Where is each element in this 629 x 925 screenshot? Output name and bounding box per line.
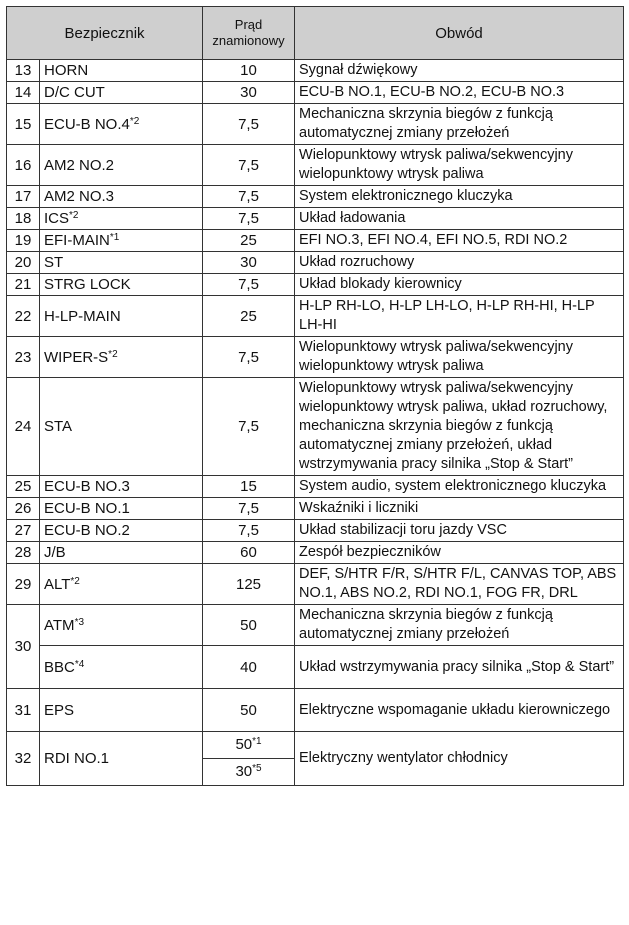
fuse-circuit: Wielopunktowy wtrysk paliwa/sekwencyjny wielopunktowy wtrysk paliwa, układ rozruchowy, mechaniczna skrzynia biegów z funkcją automatycznej zmiany przełożeń, układ wstrzymywania pracy silnika „Stop & Start” xyxy=(295,378,624,476)
fuse-circuit: H-LP RH-LO, H-LP LH-LO, H-LP RH-HI, H-LP LH-HI xyxy=(295,296,624,337)
fuse-rating: 7,5 xyxy=(203,186,295,208)
fuse-name: AM2 NO.3 xyxy=(40,186,203,208)
fuse-circuit: Elektryczny wentylator chłodnicy xyxy=(295,732,624,786)
fuse-number: 28 xyxy=(7,542,40,564)
fuse-circuit: Mechaniczna skrzynia biegów z funkcją automatycznej zmiany przełożeń xyxy=(295,605,624,646)
fuse-name: J/B xyxy=(40,542,203,564)
fuse-rating: 30 xyxy=(203,252,295,274)
fuse-rating: 50 xyxy=(203,689,295,732)
header-rated-current xyxy=(203,7,295,60)
fuse-circuit: Układ blokady kierownicy xyxy=(295,274,624,296)
fuse-number: 18 xyxy=(7,208,40,230)
fuse-circuit: Elektryczne wspomaganie układu kierowniczego xyxy=(295,689,624,732)
fuse-number: 24 xyxy=(7,378,40,476)
fuse-number: 31 xyxy=(7,689,40,732)
fuse-number: 30 xyxy=(7,605,40,689)
table-row xyxy=(7,274,624,296)
fuse-rating-group xyxy=(203,732,295,786)
fuse-circuit: Układ rozruchowy xyxy=(295,252,624,274)
fuse-rating: 125 xyxy=(203,564,295,605)
fuse-circuit: Zespół bezpieczników xyxy=(295,542,624,564)
fuse-number: 19 xyxy=(7,230,40,252)
fuse-number: 21 xyxy=(7,274,40,296)
header-fuse: Bezpiecznik xyxy=(7,7,203,60)
fuse-rating: 40 xyxy=(203,646,295,689)
fuse-rating: 7,5 xyxy=(203,498,295,520)
fuse-circuit: System elektronicznego kluczyka xyxy=(295,186,624,208)
table-row-31 xyxy=(7,689,624,732)
fuse-rating-variant-b: 30$^{*5}$ xyxy=(235,763,262,780)
fuse-name: ST xyxy=(40,252,203,274)
fuse-name: EFI-MAIN$^{*1}$ xyxy=(40,230,203,252)
fuse-name: ALT$^{*2}$ xyxy=(40,564,203,605)
table-row xyxy=(7,82,624,104)
fuse-name: EPS xyxy=(40,689,203,732)
fuse-number: 13 xyxy=(7,60,40,82)
fuse-rating: 7,5 xyxy=(203,520,295,542)
fuse-rating: 30 xyxy=(203,82,295,104)
fuse-rating-variant-a: 50$^{*1}$ xyxy=(203,732,294,759)
fuse-name: D/C CUT xyxy=(40,82,203,104)
table-row xyxy=(7,252,624,274)
header-rated-line1: Prąd xyxy=(234,17,263,32)
fuse-name: STA xyxy=(40,378,203,476)
table-row xyxy=(7,104,624,145)
fuse-circuit: Układ wstrzymywania pracy silnika „Stop & Start” xyxy=(295,646,624,689)
table-row xyxy=(7,498,624,520)
fuse-circuit: Układ stabilizacji toru jazdy VSC xyxy=(295,520,624,542)
fuse-name: ICS$^{*2}$ xyxy=(40,208,203,230)
fuse-name: ECU-B NO.4$^{*2}$ xyxy=(40,104,203,145)
table-header-row xyxy=(7,7,624,60)
fuse-rating: 25 xyxy=(203,296,295,337)
fuse-number: 27 xyxy=(7,520,40,542)
table-row xyxy=(7,520,624,542)
header-rated-line2: znamionowy xyxy=(212,33,285,48)
table-row xyxy=(7,564,624,605)
fuse-name: RDI NO.1 xyxy=(40,732,203,786)
fuse-rating: 10 xyxy=(203,60,295,82)
fuse-number: 17 xyxy=(7,186,40,208)
fuse-circuit: Układ ładowania xyxy=(295,208,624,230)
fuse-circuit: Wskaźniki i liczniki xyxy=(295,498,624,520)
fuse-table xyxy=(6,6,624,786)
fuse-name: HORN xyxy=(40,60,203,82)
fuse-name: ECU-B NO.3 xyxy=(40,476,203,498)
fuse-number: 25 xyxy=(7,476,40,498)
table-body xyxy=(7,60,624,786)
table-row-32 xyxy=(7,732,624,786)
fuse-rating: 7,5 xyxy=(203,104,295,145)
table-row xyxy=(7,60,624,82)
fuse-circuit: Mechaniczna skrzynia biegów z funkcją automatycznej zmiany przełożeń xyxy=(295,104,624,145)
fuse-number: 15 xyxy=(7,104,40,145)
fuse-number: 20 xyxy=(7,252,40,274)
table-row xyxy=(7,186,624,208)
fuse-rating: 7,5 xyxy=(203,378,295,476)
fuse-name: BBC$^{*4}$ xyxy=(40,646,203,689)
fuse-circuit: Wielopunktowy wtrysk paliwa/sekwencyjny wielopunktowy wtrysk paliwa xyxy=(295,145,624,186)
header-circuit: Obwód xyxy=(295,7,624,60)
fuse-name: H-LP-MAIN xyxy=(40,296,203,337)
fuse-name: WIPER-$S^{*2}$ xyxy=(40,337,203,378)
fuse-circuit: DEF, S/HTR F/R, S/HTR F/L, CANVAS TOP, ABS NO.1, ABS NO.2, RDI NO.1, FOG FR, DRL xyxy=(295,564,624,605)
fuse-name: AM2 NO.2 xyxy=(40,145,203,186)
fuse-number: 14 xyxy=(7,82,40,104)
table-row xyxy=(7,230,624,252)
fuse-rating: 15 xyxy=(203,476,295,498)
fuse-circuit: System audio, system elektronicznego kluczyka xyxy=(295,476,624,498)
table-row xyxy=(7,208,624,230)
fuse-name: STRG LOCK xyxy=(40,274,203,296)
fuse-name: ECU-B NO.2 xyxy=(40,520,203,542)
fuse-circuit: Sygnał dźwiękowy xyxy=(295,60,624,82)
fuse-number: 32 xyxy=(7,732,40,786)
fuse-number: 26 xyxy=(7,498,40,520)
table-row xyxy=(7,378,624,476)
fuse-rating: 60 xyxy=(203,542,295,564)
table-row xyxy=(7,337,624,378)
fuse-rating: 50 xyxy=(203,605,295,646)
table-row xyxy=(7,542,624,564)
table-row xyxy=(7,145,624,186)
table-row-30a xyxy=(7,605,624,646)
fuse-rating: 7,5 xyxy=(203,208,295,230)
table-row xyxy=(7,296,624,337)
fuse-name: ECU-B NO.1 xyxy=(40,498,203,520)
fuse-circuit: Wielopunktowy wtrysk paliwa/sekwencyjny wielopunktowy wtrysk paliwa xyxy=(295,337,624,378)
fuse-circuit: ECU-B NO.1, ECU-B NO.2, ECU-B NO.3 xyxy=(295,82,624,104)
fuse-circuit: EFI NO.3, EFI NO.4, EFI NO.5, RDI NO.2 xyxy=(295,230,624,252)
fuse-number: 23 xyxy=(7,337,40,378)
fuse-number: 22 xyxy=(7,296,40,337)
fuse-rating: 25 xyxy=(203,230,295,252)
fuse-rating: 7,5 xyxy=(203,145,295,186)
fuse-number: 29 xyxy=(7,564,40,605)
table-row xyxy=(7,476,624,498)
fuse-rating: 7,5 xyxy=(203,274,295,296)
fuse-rating: 7,5 xyxy=(203,337,295,378)
fuse-number: 16 xyxy=(7,145,40,186)
table-row-30b xyxy=(7,646,624,689)
fuse-name: ATM$^{*3}$ xyxy=(40,605,203,646)
